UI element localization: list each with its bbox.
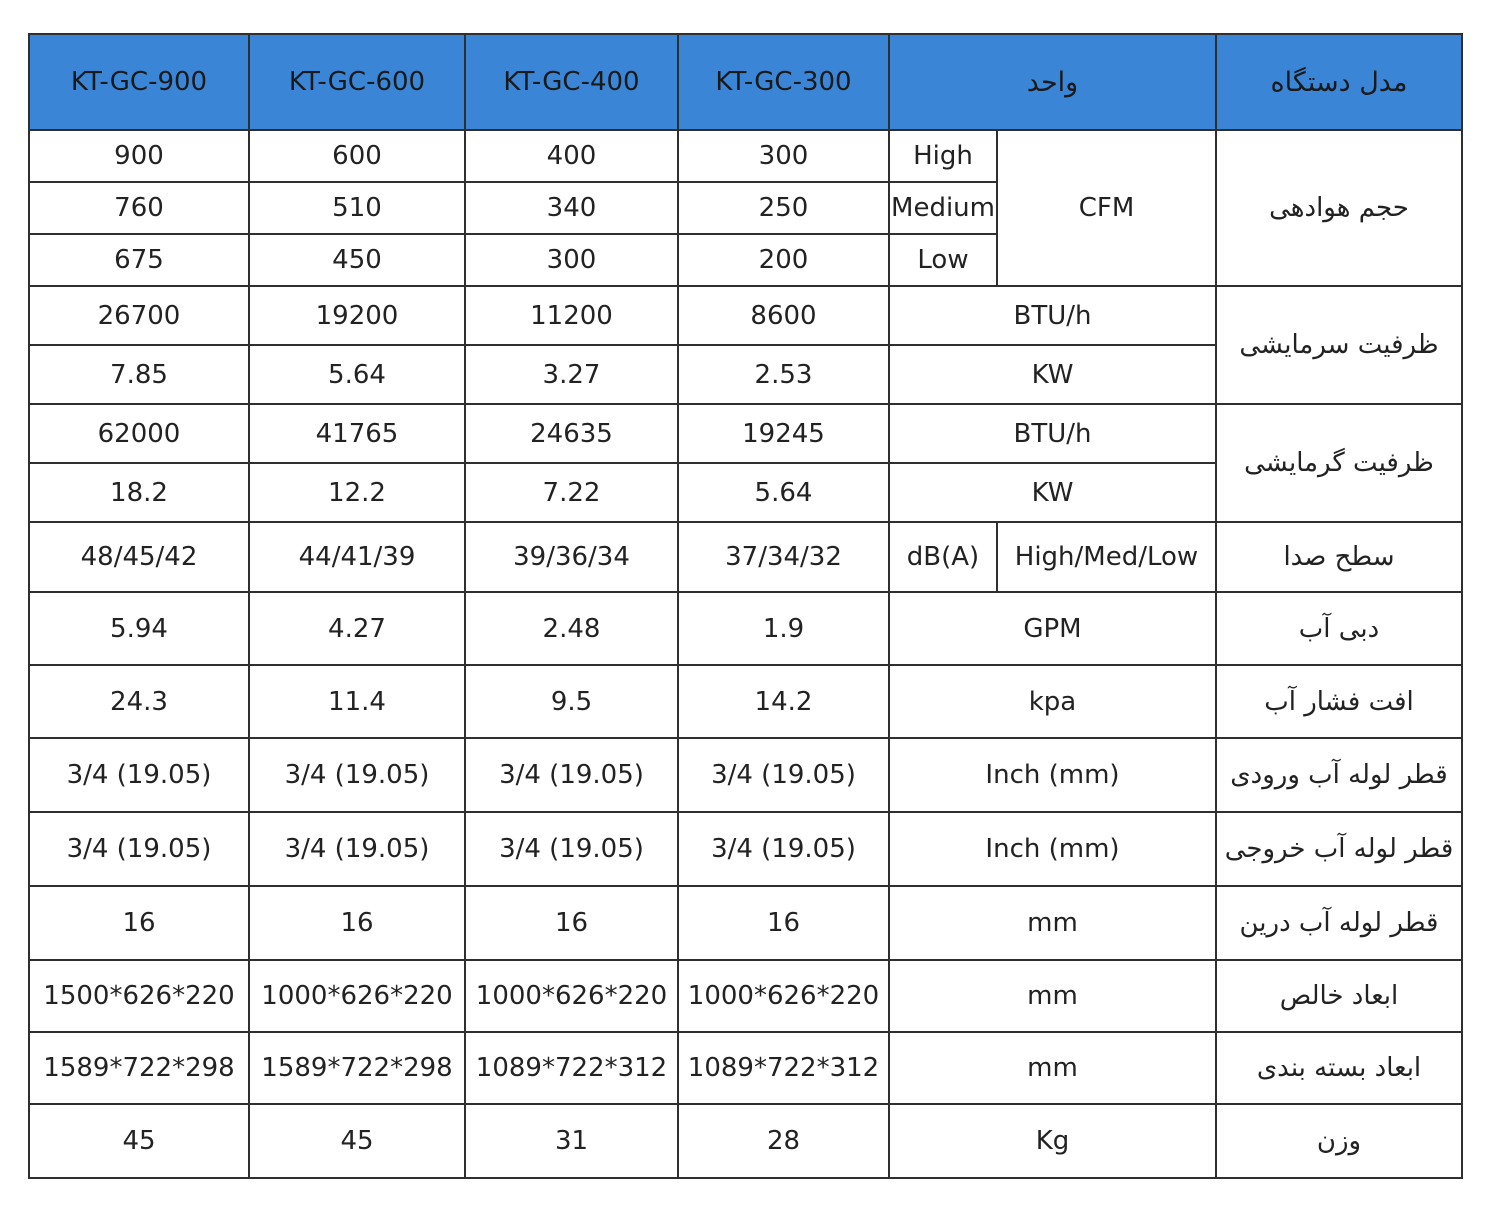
table-cell: 340: [465, 182, 678, 234]
table-cell: 7.85: [29, 345, 249, 404]
table-cell: 1500*626*220: [29, 960, 249, 1032]
table-cell: 3/4 (19.05): [678, 812, 889, 886]
table-row: [29, 286, 1462, 345]
table-cell: 300: [678, 130, 889, 182]
table-cell: 3/4 (19.05): [249, 738, 465, 812]
spec-sheet: [28, 33, 1463, 1179]
table-cell: 3/4 (19.05): [249, 812, 465, 886]
model-header-3: KT-GC-400: [465, 34, 678, 130]
table-cell: 37/34/32: [678, 522, 889, 592]
table-cell: 8600: [678, 286, 889, 345]
table-cell: 1589*722*298: [29, 1032, 249, 1104]
unit-cell: kpa: [889, 665, 1216, 738]
table-cell: 16: [465, 886, 678, 960]
table-cell: 18.2: [29, 463, 249, 522]
table-cell: 250: [678, 182, 889, 234]
table-cell: 1089*722*312: [678, 1032, 889, 1104]
table-cell: 1089*722*312: [465, 1032, 678, 1104]
table-cell: 1000*626*220: [678, 960, 889, 1032]
table-cell: 3/4 (19.05): [465, 738, 678, 812]
table-row: [29, 960, 1462, 1032]
table-cell: 600: [249, 130, 465, 182]
table-cell: 24.3: [29, 665, 249, 738]
table-row: [29, 738, 1462, 812]
table-cell: 400: [465, 130, 678, 182]
table-cell: 5.64: [678, 463, 889, 522]
unit-cell: mm: [889, 1032, 1216, 1104]
airflow-unit: CFM: [997, 130, 1216, 286]
table-cell: 28: [678, 1104, 889, 1178]
table-cell: 5.64: [249, 345, 465, 404]
row-label: حجم هوادهی: [1216, 130, 1462, 286]
table-cell: 16: [249, 886, 465, 960]
row-label: قطر لوله آب درین: [1216, 886, 1462, 960]
table-row: [29, 886, 1462, 960]
table-cell: 62000: [29, 404, 249, 463]
table-cell: 16: [29, 886, 249, 960]
table-row: [29, 522, 1462, 592]
table-cell: 300: [465, 234, 678, 286]
table-cell: 1.9: [678, 592, 889, 665]
table-cell: 3/4 (19.05): [678, 738, 889, 812]
table-row: [29, 404, 1462, 463]
table-cell: 19200: [249, 286, 465, 345]
table-cell: 31: [465, 1104, 678, 1178]
table-cell: 48/45/42: [29, 522, 249, 592]
row-label: سطح صدا: [1216, 522, 1462, 592]
table-cell: 3/4 (19.05): [29, 738, 249, 812]
table-cell: 9.5: [465, 665, 678, 738]
table-cell: 5.94: [29, 592, 249, 665]
row-label: دبی آب: [1216, 592, 1462, 665]
row-label: افت فشار آب: [1216, 665, 1462, 738]
table-cell: 16: [678, 886, 889, 960]
table-cell: 45: [249, 1104, 465, 1178]
header-row: [29, 34, 1462, 130]
table-row: [29, 592, 1462, 665]
model-header-2: KT-GC-600: [249, 34, 465, 130]
row-label: ابعاد خالص: [1216, 960, 1462, 1032]
table-cell: 1589*722*298: [249, 1032, 465, 1104]
table-cell: 200: [678, 234, 889, 286]
specification-table: [28, 33, 1463, 1179]
table-cell: 11.4: [249, 665, 465, 738]
unit-cell: BTU/h: [889, 404, 1216, 463]
unit-cell: mm: [889, 960, 1216, 1032]
table-row: [29, 665, 1462, 738]
model-header-4: KT-GC-300: [678, 34, 889, 130]
table-cell: 7.22: [465, 463, 678, 522]
noise-mode: High/Med/Low: [997, 522, 1216, 592]
table-cell: 1000*626*220: [465, 960, 678, 1032]
table-row: [29, 812, 1462, 886]
table-cell: 2.53: [678, 345, 889, 404]
table-cell: 14.2: [678, 665, 889, 738]
table-cell: 3/4 (19.05): [29, 812, 249, 886]
unit-cell: KW: [889, 345, 1216, 404]
table-cell: 12.2: [249, 463, 465, 522]
table-cell: 26700: [29, 286, 249, 345]
fan-speed-label: Low: [889, 234, 997, 286]
row-label: ابعاد بسته بندی: [1216, 1032, 1462, 1104]
table-cell: 900: [29, 130, 249, 182]
unit-cell: mm: [889, 886, 1216, 960]
unit-cell: KW: [889, 463, 1216, 522]
unit-cell: BTU/h: [889, 286, 1216, 345]
unit-cell: GPM: [889, 592, 1216, 665]
unit-cell: Inch (mm): [889, 812, 1216, 886]
table-cell: 1000*626*220: [249, 960, 465, 1032]
unit-cell: Inch (mm): [889, 738, 1216, 812]
unit-header: واحد: [889, 34, 1216, 130]
table-cell: 11200: [465, 286, 678, 345]
table-cell: 450: [249, 234, 465, 286]
table-cell: 44/41/39: [249, 522, 465, 592]
table-row: [29, 1032, 1462, 1104]
model-label-header: مدل دستگاه: [1216, 34, 1462, 130]
row-label: وزن: [1216, 1104, 1462, 1178]
table-row: [29, 130, 1462, 182]
table-cell: 24635: [465, 404, 678, 463]
fan-speed-label: Medium: [889, 182, 997, 234]
table-cell: 675: [29, 234, 249, 286]
table-cell: 39/36/34: [465, 522, 678, 592]
table-cell: 3.27: [465, 345, 678, 404]
table-cell: 2.48: [465, 592, 678, 665]
table-cell: 19245: [678, 404, 889, 463]
fan-speed-label: High: [889, 130, 997, 182]
unit-cell: Kg: [889, 1104, 1216, 1178]
row-label: قطر لوله آب خروجی: [1216, 812, 1462, 886]
table-cell: 3/4 (19.05): [465, 812, 678, 886]
table-cell: 41765: [249, 404, 465, 463]
table-cell: 760: [29, 182, 249, 234]
noise-unit: dB(A): [889, 522, 997, 592]
table-cell: 510: [249, 182, 465, 234]
row-label: ظرفیت سرمایشی: [1216, 286, 1462, 404]
row-label: ظرفیت گرمایشی: [1216, 404, 1462, 522]
row-label: قطر لوله آب ورودی: [1216, 738, 1462, 812]
table-cell: 4.27: [249, 592, 465, 665]
table-row: [29, 1104, 1462, 1178]
table-cell: 45: [29, 1104, 249, 1178]
model-header-1: KT-GC-900: [29, 34, 249, 130]
